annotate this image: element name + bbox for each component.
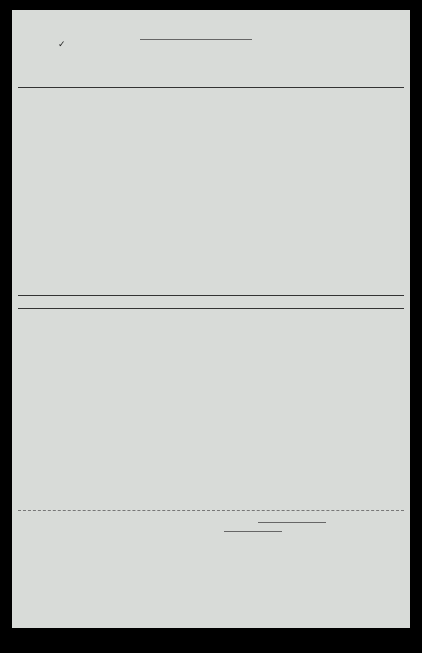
check-mark-icon: ✓ [58, 40, 66, 50]
part-b-rule [18, 308, 404, 309]
unit-blank-line [258, 522, 326, 523]
title-underline [140, 39, 252, 40]
archive-footer [0, 636, 422, 653]
field-return-form [12, 10, 410, 628]
part-b-top-rule [18, 295, 404, 296]
perforation-line [18, 510, 404, 511]
part-a-top-rule [18, 87, 404, 88]
date-blank-line [224, 531, 282, 532]
